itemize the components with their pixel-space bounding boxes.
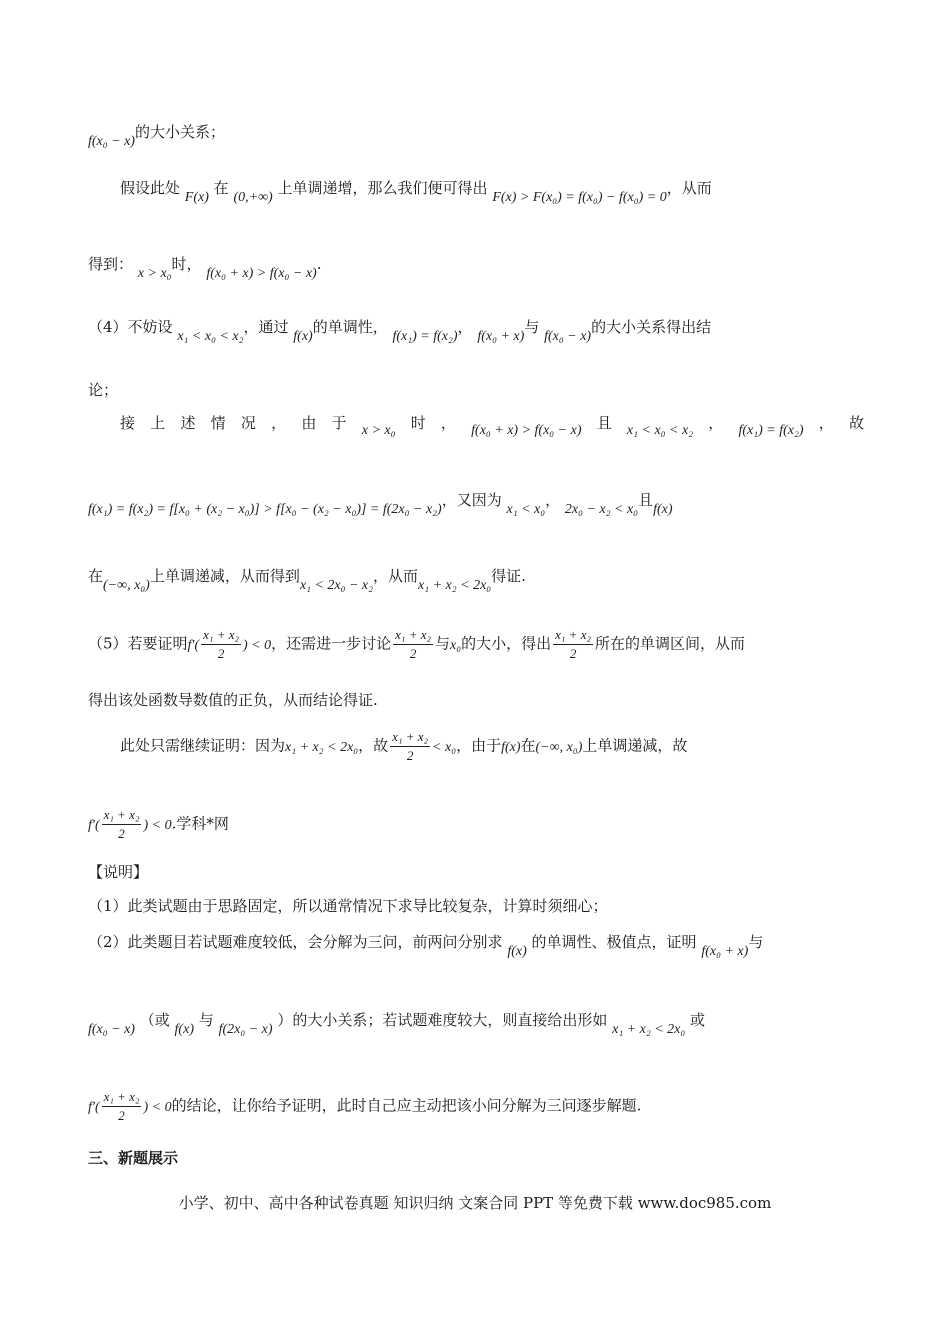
text: ， <box>457 318 473 336</box>
line-11 <box>120 728 687 765</box>
text: 与 <box>748 933 764 951</box>
line-7 <box>88 490 673 517</box>
fraction <box>201 626 241 663</box>
text: （或 <box>139 1011 170 1029</box>
fraction-numerator: x₁ + x₂ <box>201 626 241 645</box>
fraction <box>553 626 593 663</box>
math-expr: f′( <box>88 817 100 833</box>
text: . <box>316 255 322 273</box>
text: ，通过 <box>243 318 289 336</box>
math-expr: f(x₀ − x) <box>88 134 135 149</box>
text: 于 <box>331 414 347 432</box>
line-8 <box>88 566 526 593</box>
math-expr: f(x) <box>507 944 527 959</box>
math-expr: < x₀ <box>432 739 457 755</box>
page-footer <box>0 1192 950 1213</box>
text: ， <box>818 414 834 432</box>
math-expr: f(x₀ + x) > f(x₀ − x) <box>206 266 317 281</box>
fraction-numerator: x₁ + x₂ <box>102 806 142 825</box>
text: ， <box>440 414 456 432</box>
fraction <box>102 1088 142 1125</box>
text: ， <box>545 491 561 509</box>
line-14 <box>88 896 608 916</box>
line-1 <box>88 122 225 149</box>
text: 况 <box>240 414 256 432</box>
text: （1）此类试题由于思路固定，所以通常情况下求导比较复杂，计算时须细心； <box>88 897 608 915</box>
math-expr: x₁ < x₀ < x₂ <box>626 423 694 438</box>
text: 接 <box>120 414 136 432</box>
text: （4）不妨设 <box>88 318 173 336</box>
fraction-denominator: 2 <box>569 646 577 661</box>
line-4 <box>88 317 712 344</box>
text: 的单调性， <box>312 318 388 336</box>
text: 的大小，得出 <box>461 634 552 653</box>
text: 所在的单调区间，从而 <box>595 634 746 653</box>
math-expr: f(x₀ + x) > f(x₀ − x) <box>471 423 582 438</box>
line-12 <box>88 806 229 843</box>
text: 论； <box>88 381 119 399</box>
text: ， <box>708 414 724 432</box>
math-expr: f(x₀ − x) <box>544 329 592 344</box>
text: ，故 <box>358 736 389 755</box>
line-9 <box>88 626 745 663</box>
math-expr: f(2x₀ − x) <box>218 1022 273 1037</box>
fraction-numerator: x₁ + x₂ <box>393 626 433 645</box>
text: ）的大小关系；若试题难度较大，则直接给出形如 <box>277 1011 608 1029</box>
text: 与 <box>524 318 540 336</box>
math-expr: f(x) <box>501 739 521 755</box>
line-17 <box>88 1088 641 1125</box>
text: 的大小关系； <box>134 123 225 141</box>
text: .学科*网 <box>171 814 229 833</box>
line-18 <box>88 1148 178 1168</box>
text: 且 <box>638 491 654 509</box>
fraction <box>102 806 142 843</box>
math-expr: (0,+∞) <box>233 190 273 205</box>
text: （2）此类题目若试题难度较低，会分解为三问，前两问分别求 <box>88 933 503 951</box>
math-expr: ) < 0 <box>243 637 272 653</box>
text: 情 <box>210 414 226 432</box>
text: 时， <box>171 255 202 273</box>
footer-text: 小学、初中、高中各种试卷真题 知识归纳 文案合同 PPT 等免费下载 www.doc985.com <box>178 1194 772 1212</box>
math-expr: x₁ < x₀ <box>506 502 546 517</box>
text: 在 <box>520 736 536 755</box>
math-expr: f(x₁) = f(x₂) = f[x₀ + (x₂ − x₀)] > f[x₀ − (x₂ − x₀)] = f(2x₀ − x₂) <box>88 502 442 517</box>
math-expr: (−∞, x₀) <box>535 739 583 755</box>
math-expr: x₁ + x₂ < 2x₀ <box>285 739 359 755</box>
text: 上单调递减，故 <box>582 736 688 755</box>
text: ，由于 <box>456 736 502 755</box>
text: 假设此处 <box>120 179 181 197</box>
text: 且 <box>596 414 612 432</box>
text: ， <box>271 414 287 432</box>
text: 得证. <box>491 567 526 585</box>
fraction <box>393 626 433 663</box>
fraction-numerator: x₁ + x₂ <box>102 1088 142 1107</box>
math-expr: F(x) <box>184 190 209 205</box>
math-expr: x₁ < 2x₀ − x₂ <box>299 578 374 593</box>
text: 述 <box>180 414 196 432</box>
text: 上单调递减，从而得到 <box>149 567 300 585</box>
math-expr: f(x) <box>653 502 673 517</box>
fraction-denominator: 2 <box>217 646 225 661</box>
text: 或 <box>690 1011 706 1029</box>
math-expr: f(x₁) = f(x₂) <box>738 423 804 438</box>
section-label: 【说明】 <box>88 863 149 881</box>
fraction-denominator: 2 <box>406 748 414 763</box>
line-2 <box>120 178 712 205</box>
math-expr: (−∞, x₀) <box>103 578 150 593</box>
line-15 <box>88 932 764 959</box>
fraction-denominator: 2 <box>118 826 125 841</box>
text: ，还需进一步讨论 <box>271 634 392 653</box>
text: 上 <box>150 414 166 432</box>
text: 得出该处函数导数值的正负，从而结论得证. <box>88 691 378 709</box>
math-expr: f(x₀ − x) <box>88 1022 135 1037</box>
math-expr: x > x₀ <box>361 423 396 438</box>
math-expr: x₁ + x₂ < 2x₀ <box>612 1022 686 1037</box>
fraction-denominator: 2 <box>409 646 417 661</box>
math-expr: f′( <box>187 637 200 653</box>
math-expr: x₀ <box>450 637 462 653</box>
line-3 <box>88 254 322 281</box>
math-expr: f(x) <box>174 1022 194 1037</box>
text: （5）若要证明 <box>88 634 188 653</box>
text: 此处只需继续证明：因为 <box>120 736 286 755</box>
text: 上单调递增，那么我们便可得出 <box>277 179 488 197</box>
text: ，从而 <box>373 567 419 585</box>
text: 的单调性、极值点，证明 <box>531 933 697 951</box>
text: 由 <box>301 414 317 432</box>
line-13 <box>88 862 148 882</box>
math-expr: x₁ + x₂ < 2x₀ <box>418 578 492 593</box>
fraction-numerator: x₁ + x₂ <box>553 626 593 645</box>
text: 在 <box>213 179 229 197</box>
text: 与 <box>435 634 451 653</box>
line-5 <box>88 380 118 400</box>
math-expr: ) < 0 <box>143 1099 172 1115</box>
math-expr: f′( <box>88 1099 100 1115</box>
fraction-numerator: x₁ + x₂ <box>390 728 430 747</box>
text: ，从而 <box>666 179 712 197</box>
section-heading: 三、新题展示 <box>88 1149 179 1167</box>
text: 在 <box>88 567 104 585</box>
text: 的结论，让你给予证明，此时自己应主动把该小问分解为三问逐步解题. <box>171 1096 642 1115</box>
math-expr: F(x) > F(x₀) = f(x₀) − f(x₀) = 0 <box>492 190 667 205</box>
math-expr: ) < 0 <box>143 817 172 833</box>
text: 得到： <box>88 255 134 273</box>
line-6 <box>120 413 864 438</box>
math-expr: f(x₁) = f(x₂) <box>392 329 458 344</box>
math-expr: 2x₀ − x₂ < x₀ <box>564 502 639 517</box>
fraction-denominator: 2 <box>118 1108 125 1123</box>
math-expr: f(x₀ + x) <box>701 944 749 959</box>
math-expr: f(x) <box>293 329 313 344</box>
text: 故 <box>848 414 864 432</box>
math-expr: x > x₀ <box>137 266 172 281</box>
text: 的大小关系得出结 <box>591 318 712 336</box>
fraction <box>390 728 430 765</box>
text: 时 <box>410 414 426 432</box>
math-expr: f(x₀ + x) <box>477 329 525 344</box>
line-16 <box>88 1010 706 1037</box>
math-expr: x₁ < x₀ < x₂ <box>177 329 244 344</box>
line-10 <box>88 690 378 710</box>
text: 与 <box>198 1011 214 1029</box>
text: ，又因为 <box>441 491 502 509</box>
